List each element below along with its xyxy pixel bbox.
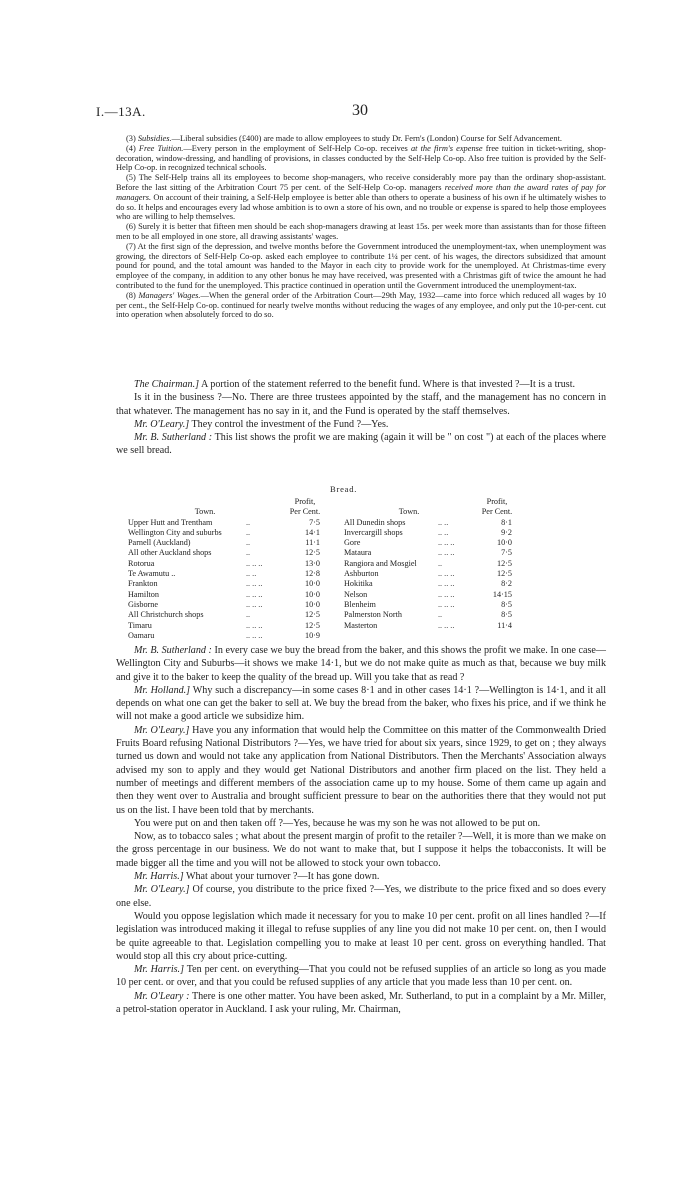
paragraph: Mr. Harris.] What about your turnover ?—It has gone down.	[134, 871, 380, 883]
leader-dots: .. ..	[438, 517, 449, 527]
column-header-town: Town.	[194, 507, 216, 517]
paragraph: Mr. B. Sutherland : In every case we buy the bread from the baker, and this shows the profit we make. In one case—Wellington City and Suburbs—it shows we make 14·1, but we do not make quite as much as that, because we buy milk and give it to the baker to keep the quality of the bread up. Will you take that as read ?	[116, 645, 606, 683]
column-gap	[328, 559, 344, 569]
table-row	[128, 631, 520, 641]
leader-dots: ..	[438, 558, 443, 568]
profit-cell: 10·0	[304, 579, 320, 589]
bread-profit-table	[128, 497, 520, 641]
statement-item: (5) The Self-Help trains all its employees to become shop-managers, who receive considerably more pay than the ordinary shop-assistant. Before the last sitting of the Arbitration Court 75 per cent. of the Self-Help Co-op. managers received more than the award rates of pay for managers. On account of their training, a Self-Help employee is better able than others to operate a business of his own if he ultimately wishes to do so. It helps and encourages every lad whose ambition is to own a store of his own, and no trouble or expense is spared to help those employees who are willing to help themselves.	[116, 173, 607, 222]
column-gap	[328, 621, 344, 631]
column-header-town: Town.	[398, 507, 420, 517]
column-gap	[328, 528, 344, 538]
leader-dots: .. .. ..	[246, 620, 263, 630]
leader-dots: .. .. ..	[246, 579, 263, 589]
paragraph: Mr. B. Sutherland : This list shows the profit we are making (again it will be " on cost ") at each of the places where we sell bread.	[116, 432, 606, 457]
paragraph: Mr. O'Leary : There is one other matter. You have been asked, Mr. Sutherland, to put in a complaint by a Mr. Miller, a petrol-station operator in Auckland. I ask your ruling, Mr. Chairman,	[116, 990, 607, 1016]
statement-item: (3) Subsidies.—Liberal subsidies (£400) are made to allow employees to study Dr. Fern's (London) Course for Self Advancement.	[126, 134, 562, 143]
town-cell: Oamaru	[128, 630, 155, 640]
statement-item: (6) Surely it is better that fifteen men should be each shop-managers drawing at least 15s. per week more than assistants than for those fifteen men to be all employed in one store, all drawing assistants' wages.	[116, 222, 606, 241]
town-cell: Palmerston North	[344, 610, 402, 620]
town-cell: Parnell (Auckland)	[128, 538, 191, 548]
profit-cell: 12·5	[496, 558, 512, 568]
paragraph: Mr. Holland.] Why such a discrepancy—in some cases 8·1 and in other cases 14·1 ?—Wellington is 14·1, and it all depends on what one can get the baker to sell at. We buy the bread from the baker, who fixes his price, and if we think he will not make a good article we subsidize him.	[116, 684, 606, 723]
profit-cell: 11·1	[305, 538, 320, 548]
town-cell: Upper Hutt and Trentham	[128, 517, 213, 527]
leader-dots: .. .. ..	[438, 579, 455, 589]
town-cell: Blenheim	[344, 599, 376, 609]
statement-item: (7) At the first sign of the depression, and twelve months before the Government introduced the unemployment-tax, when unemployment was growing, the directors of Self-Help Co-op. asked each employee to contribute 1¼ per cent. of his wages, the directors subsidized that amount pound for pound, and the total amount was handed to the Mayor in each city to provide work for the unemployed. At Christmas-time every employee of the company, in addition to any other bonus he may have received, was presented with a Christmas gift of twice the amount he had contributed to the fund for the unemployed. This practice continued in operation until the Government introduced the unemployment-tax.	[116, 241, 606, 290]
table-row	[128, 559, 520, 569]
profit-cell: 9·2	[501, 527, 512, 537]
profit-cell: 10·9	[304, 630, 320, 640]
table-row	[128, 590, 520, 600]
statement-item: (4) Free Tuition.—Every person in the employment of Self-Help Co-op. receives at the firm's expense free tuition in ticket-writing, shop-decoration, window-dressing, and handling of provisions, in classes conducted by the Self-Help Co-op. Also free tuition is provided by the Self-Help Co-op. in recognized technical schools.	[116, 143, 607, 173]
column-gap	[328, 518, 344, 528]
table-caption: Bread.	[330, 484, 358, 494]
leader-dots: .. .. ..	[438, 599, 455, 609]
profit-cell: 12·5	[496, 569, 512, 579]
profit-cell: 8·5	[501, 610, 512, 620]
profit-cell: 10·0	[304, 589, 320, 599]
town-cell: Ashburton	[344, 569, 379, 579]
profit-cell: 11·4	[497, 620, 512, 630]
leader-dots: ..	[246, 527, 251, 537]
leader-dots: .. .. ..	[246, 599, 263, 609]
document-reference: I.—13A.	[96, 104, 146, 119]
town-cell: All other Auckland shops	[128, 548, 212, 558]
exchange-block-2	[116, 644, 606, 1016]
town-cell: Nelson	[344, 589, 368, 599]
leader-dots: .. .. ..	[246, 630, 263, 640]
profit-cell: 14·15	[492, 589, 512, 599]
town-cell: Invercargill shops	[344, 527, 403, 537]
town-cell: Timaru	[128, 620, 152, 630]
leader-dots: .. .. ..	[438, 538, 455, 548]
town-cell: All Christchurch shops	[128, 610, 204, 620]
leader-dots: ..	[246, 610, 251, 620]
table-row	[128, 579, 520, 589]
column-gap	[328, 610, 344, 620]
leader-dots: .. .. ..	[246, 589, 263, 599]
town-cell: Masterton	[344, 620, 378, 630]
column-gap	[328, 569, 344, 579]
leader-dots	[438, 631, 474, 641]
profit-cell: 8·1	[501, 517, 512, 527]
leader-dots: .. .. ..	[438, 589, 455, 599]
table-row	[128, 538, 520, 548]
profit-cell: 12·5	[304, 620, 320, 630]
table-row	[128, 528, 520, 538]
town-cell: Wellington City and suburbs	[128, 527, 222, 537]
profit-cell: 10·0	[304, 599, 320, 609]
town-cell: Rotorua	[128, 558, 155, 568]
profit-cell: 13·0	[304, 558, 320, 568]
leader-dots: ..	[438, 610, 443, 620]
town-cell: Hamilton	[128, 589, 159, 599]
paragraph: Mr. Harris.] Ten per cent. on everything—That you could not be refused supplies of an article so long as you made 10 per cent. or over, and that you could be refused supplies of any article that you made less than 10 per cent. on.	[116, 964, 606, 989]
profit-cell: 12·5	[304, 548, 320, 558]
profit-cell: 7·5	[309, 517, 320, 527]
column-header-profit: Profit, Per Cent.	[289, 497, 321, 517]
paragraph: Mr. O'Leary.] Have you any information that would help the Committee on this matter of the Commonwealth Dried Fruits Board refusing National Distributors ?—Yes, we have tried for about six years, since 1929, to get on ; they always turned us down and would not take any application from National Distributors. Then the Merchants' Association always advised my son to apply and they would get National Distributors and another firm placed on the list. They held a number of meetings and different members of the association came up to my house. Some of them came up again and then they went over to Australia and brought sufficient pressure to bear on the authorities there that they would not put us on the list. I have been told that by merchants.	[116, 724, 606, 816]
leader-dots: ..	[246, 538, 251, 548]
profit-cell	[474, 631, 520, 641]
table-header-row	[128, 497, 520, 518]
paragraph: Would you oppose legislation which made it necessary for you to make 10 per cent. profit on all lines handled ?—If legislation was introduced making it illegal to refuse supplies of any line you did not make 10 per cent. on, then I would be quite agreeable to that. Legislation compelling you to make at least 10 per cent. gross on everything handled. That would stop all this cry about price-cutting.	[116, 910, 606, 962]
town-cell: Gore	[344, 538, 361, 548]
column-gap	[328, 631, 344, 641]
column-gap	[328, 538, 344, 548]
leader-dots: .. ..	[246, 569, 257, 579]
profit-cell: 12·5	[304, 610, 320, 620]
leader-dots: ..	[246, 548, 251, 558]
town-cell: Gisborne	[128, 599, 159, 609]
column-gap	[328, 548, 344, 558]
column-gap	[328, 590, 344, 600]
profit-cell: 8·2	[501, 579, 512, 589]
leader-dots: .. .. ..	[438, 620, 455, 630]
exchange-block-1	[116, 378, 606, 458]
town-cell: Mataura	[344, 548, 372, 558]
table-row	[128, 610, 520, 620]
table-row	[128, 548, 520, 558]
profit-cell: 12·8	[304, 569, 320, 579]
table-row	[128, 621, 520, 631]
profit-cell: 8·5	[501, 599, 512, 609]
profit-cell: 7·5	[501, 548, 512, 558]
town-cell: Te Awamutu ..	[128, 569, 176, 579]
table-row	[128, 569, 520, 579]
leader-dots: .. .. ..	[438, 548, 455, 558]
statement-item: (8) Managers' Wages.—When the general order of the Arbitration Court—29th May, 1932—came into force which reduced all wages by 10 per cent., the Self-Help Co-op. continued for nearly twelve months without reducing the wages of any employee, and only put the 10-per-cent. cut into operation when absolutely forced to do so.	[116, 290, 607, 320]
table-row	[128, 518, 520, 528]
table-row	[128, 600, 520, 610]
statement-block	[116, 134, 606, 320]
paragraph: You were put on and then taken off ?—Yes, because he was my son he was not allowed to be put on.	[134, 817, 541, 829]
town-cell: Frankton	[128, 579, 158, 589]
profit-cell: 10·0	[496, 538, 512, 548]
leader-dots: .. ..	[438, 527, 449, 537]
column-header-profit: Profit, Per Cent.	[481, 497, 513, 517]
town-cell	[344, 631, 438, 641]
profit-cell: 14·1	[304, 527, 320, 537]
column-gap	[328, 600, 344, 610]
page-number: 30	[352, 102, 368, 119]
town-cell: Hokitika	[344, 579, 373, 589]
town-cell: Rangiora and Mosgiel	[344, 558, 417, 568]
column-gap	[328, 579, 344, 589]
paragraph: Mr. O'Leary.] Of course, you distribute to the price fixed ?—Yes, we distribute to the price fixed and so does every one else.	[116, 884, 606, 909]
paragraph: Is it in the business ?—No. There are three trustees appointed by the staff, and the management has no concern in that whatever. The management has no say in it, and the Fund is operated by the staff themselves.	[116, 392, 606, 417]
leader-dots: ..	[246, 517, 251, 527]
leader-dots: .. .. ..	[246, 558, 263, 568]
leader-dots: .. .. ..	[438, 569, 455, 579]
paragraph: Now, as to tobacco sales ; what about the present margin of profit to the retailer ?—Well, it is more than we make on the gross percentage in our business. We do not want to make that, but I suppose it helps the tobacconists. It will be made bigger all the time and you will not be allowed to stock your own tobacco.	[116, 831, 606, 869]
town-cell: All Dunedin shops	[344, 517, 406, 527]
paragraph: The Chairman.] A portion of the statement referred to the benefit fund. Where is that invested ?—It is a trust.	[134, 379, 576, 390]
paragraph: Mr. O'Leary.] They control the investment of the Fund ?—Yes.	[134, 418, 389, 430]
